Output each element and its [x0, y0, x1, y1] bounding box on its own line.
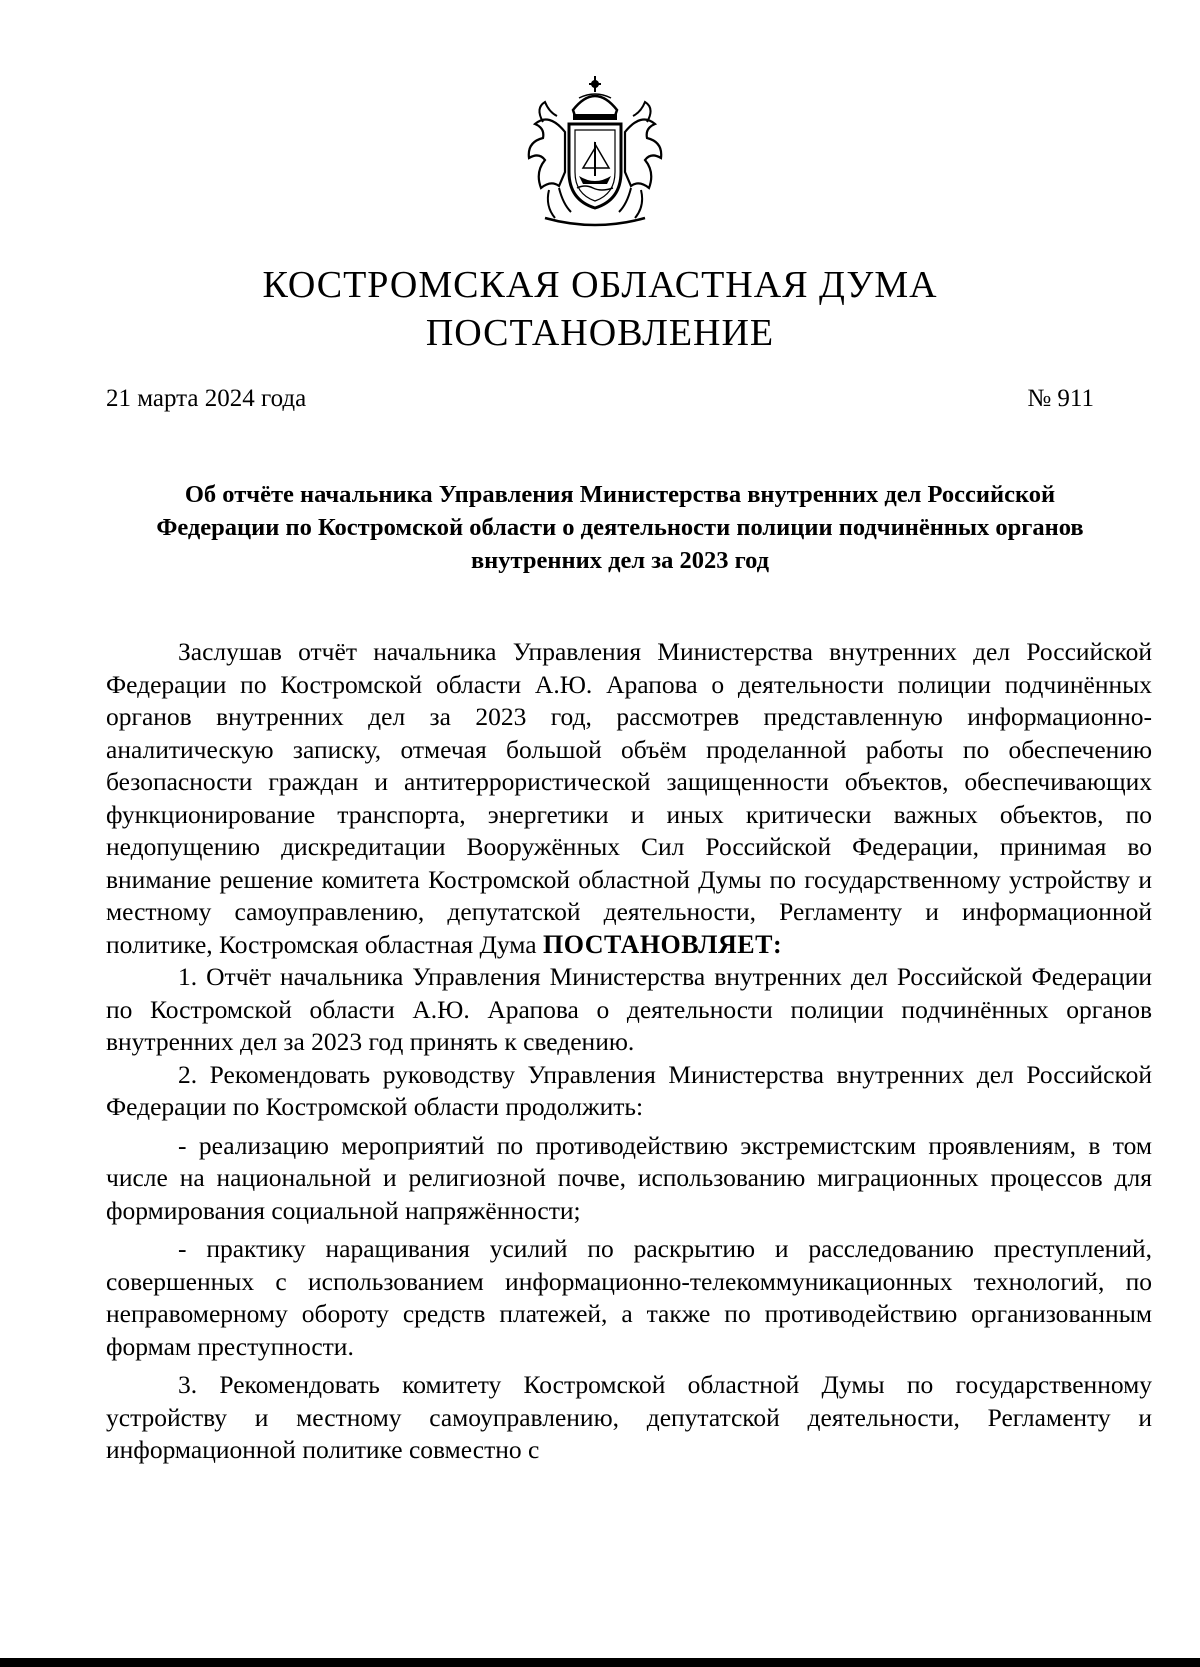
item-1: 1. Отчёт начальника Управления Министерства внутренних дел Российской Федерации по Костромской области А.Ю. Арапова о деятельности полиции подчинённых органов внутренних дел за 2023 год принять к сведению.	[106, 962, 1152, 1056]
bullet-2: - практику наращивания усилий по раскрытию и расследованию преступлений, совершенных с использованием информационно-телекоммуникационных технологий, по неправомерному обороту средств платежей, а также по противодействию организованным формам преступности.	[106, 1234, 1152, 1361]
page-bottom-border	[0, 1658, 1200, 1667]
document-type: ПОСТАНОВЛЕНИЕ	[425, 312, 775, 354]
document-number: № 911	[1027, 385, 1094, 412]
bullet-1: - реализацию мероприятий по противодействию экстремистским проявлениям, в том числе на национальной и религиозной почве, использованию миграционных процессов для формирования социальной напряжённости;	[106, 1130, 1152, 1225]
document-date: 21 марта 2024 года	[106, 385, 307, 412]
document-body	[106, 636, 1152, 1467]
resolves-heading: ПОСТАНОВЛЯЕТ:	[542, 929, 783, 959]
item-2: 2. Рекомендовать руководству Управления Министерства внутренних дел Российской Федерации по Костромской области продолжить:	[106, 1059, 1152, 1121]
organization-name: КОСТРОМСКАЯ ОБЛАСТНАЯ ДУМА	[262, 264, 938, 306]
document-title: Об отчёте начальника Управления Министерства внутренних дел Российской Федерации по Костромской области о деятельности полиции подчинённых органов внутренних дел за 2023 год	[156, 481, 1084, 574]
preamble-text: Заслушав отчёт начальника Управления Министерства внутренних дел Российской Федерации по Костромской области А.Ю. Арапова о деятельности полиции подчинённых органов внутренних дел за 2023 год, рассмотрев представленную информационно-аналитическую записку, отмечая большой объём проделанной работы по обеспечению безопасности граждан и антитеррористической защищенности объектов, обеспечивающих функционирование транспорта, энергетики и иных критически важных объектов, по недопущению дискредитации Вооружённых Сил Российской Федерации, принимая во внимание решение комитета Костромской областной Думы по государственному устройству и местному самоуправлению, депутатской деятельности, Регламенту и информационной политике, Костромская областная Дума	[106, 637, 1152, 959]
item-3: 3. Рекомендовать комитету Костромской областной Думы по государственному устройству и местному самоуправлению, депутатской деятельности, Регламенту и информационной политике совместно с	[106, 1370, 1152, 1464]
preamble-paragraph	[106, 636, 1152, 961]
coat-of-arms-icon	[505, 72, 685, 232]
